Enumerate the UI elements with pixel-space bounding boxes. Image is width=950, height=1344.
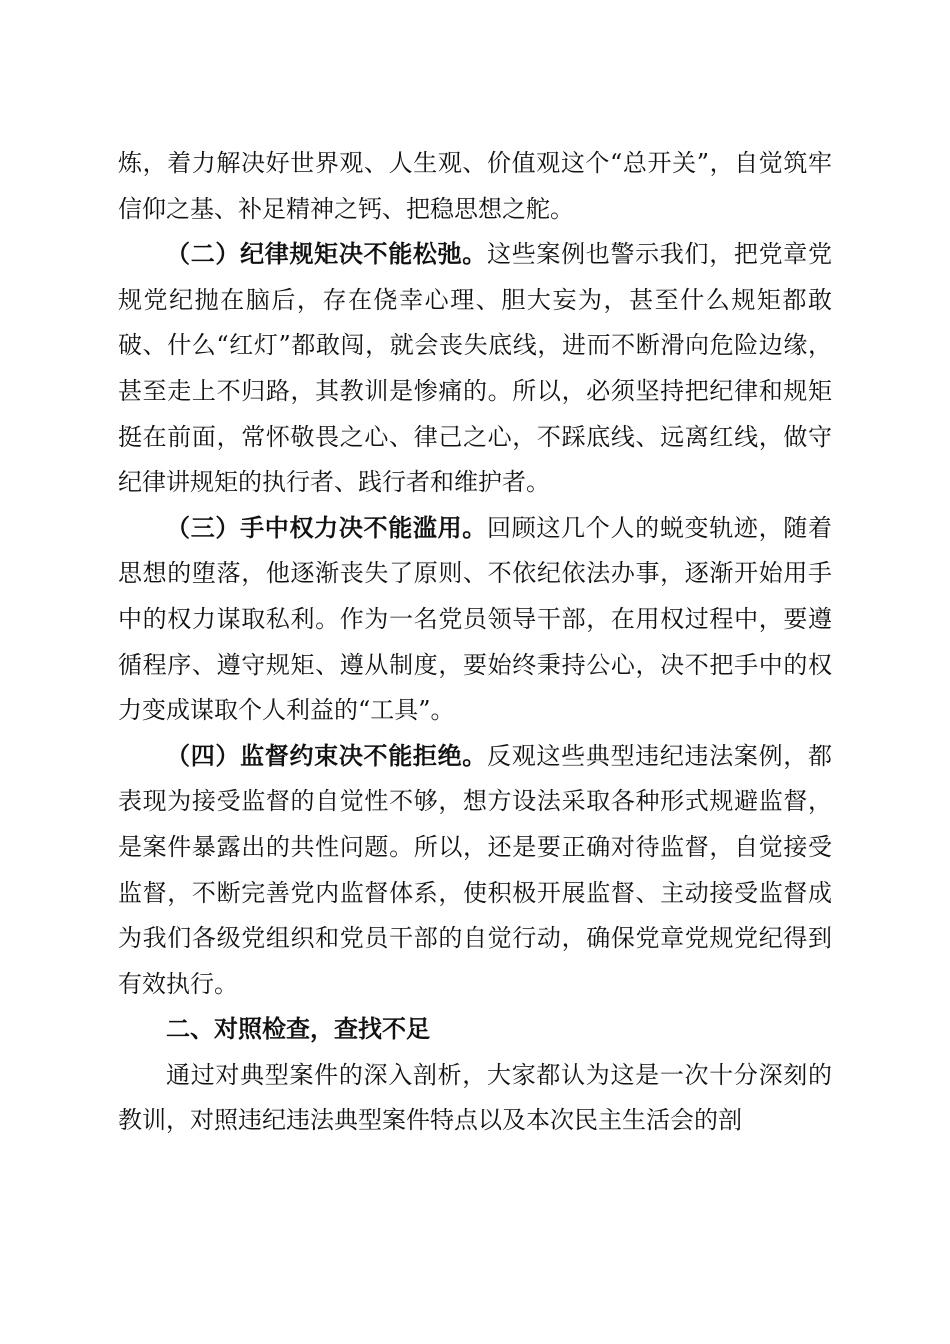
paragraph-body-power: 回顾这几个人的蜕变轨迹，随着思想的堕落，他逐渐丧失了原则、不依纪依法办事，逐渐开始用手中的权力谋取私利。作为一名党员领导干部，在用权过程中，要遵循程序、遵守规矩、遵从制度，要始终秉持公心，决不把手中的权力变成谋取个人利益的“工具”。	[118, 513, 832, 725]
paragraph-supervision	[118, 734, 832, 1008]
paragraph-analysis: 通过对典型案件的深入剖析，大家都认为这是一次十分深刻的教训，对照违纪违法典型案件特点以及本次民主生活会的剖	[118, 1060, 832, 1135]
section-heading: 二、对照检查，查找不足	[166, 1015, 430, 1044]
paragraph-body-discipline: 这些案例也警示我们，把党章党规党纪抛在脑后，存在侥幸心理、胆大妄为，甚至什么规矩都敢破、什么“红灯”都敢闯，就会丧失底线，进而不断滑向危险边缘，甚至走上不归路，其教训是惨痛的。所以，必须坚持把纪律和规矩挺在前面，常怀敬畏之心、律己之心，不踩底线、远离红线，做守纪律讲规矩的执行者、践行者和维护者。	[118, 240, 832, 497]
paragraph-body-supervision: 反观这些典型违纪违法案例，都表现为接受监督的自觉性不够，想方设法采取各种形式规避监督，是案件暴露出的共性问题。所以，还是要正确对待监督，自觉接受监督，不断完善党内监督体系，使积极开展监督、主动接受监督成为我们各级党组织和党员干部的自觉行动，确保党章党规党纪得到有效执行。	[118, 741, 832, 998]
paragraph-discipline	[118, 232, 832, 506]
paragraph-lead-supervision: （四）监督约束决不能拒绝。	[166, 741, 487, 770]
paragraph-continuation: 炼，着力解决好世界观、人生观、价值观这个“总开关”，自觉筑牢信仰之基、补足精神之钙、把稳思想之舵。	[118, 149, 832, 223]
paragraph-power	[118, 506, 832, 734]
paragraph-lead-power: （三）手中权力决不能滥用。	[166, 513, 487, 542]
document-page	[118, 141, 832, 1144]
paragraph-lead-discipline: （二）纪律规矩决不能松弛。	[166, 240, 487, 269]
